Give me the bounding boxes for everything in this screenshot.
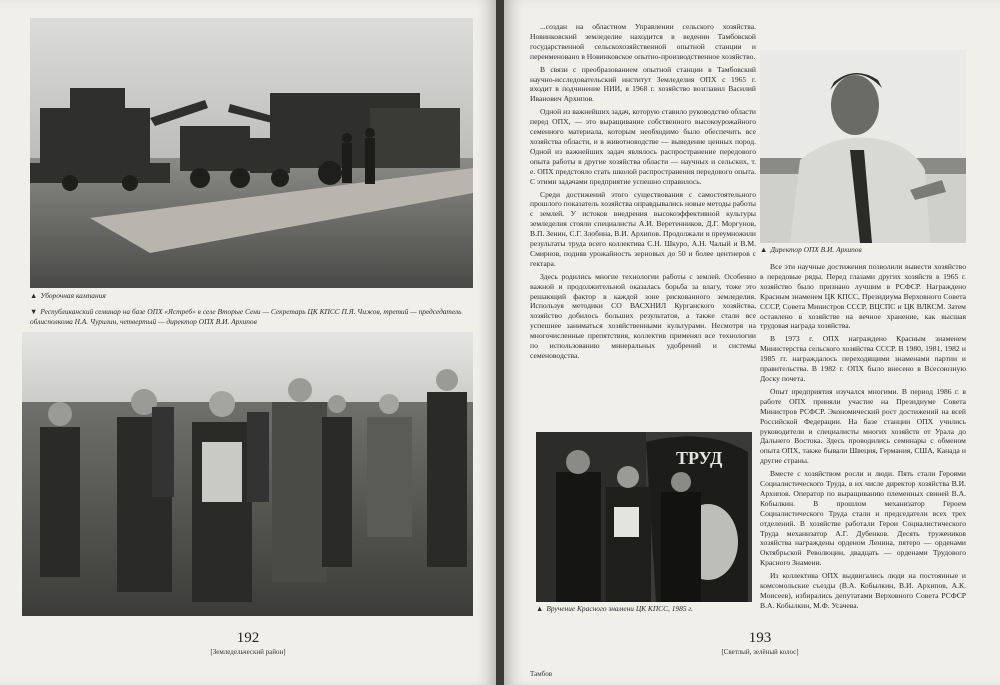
paragraph: Здесь родились многие технологии работы с землей. Особенно важной и продолжительной оказалась борьба за влагу, тоже это решающий фактор в каждой зоне рискованного земледелия. Используя методики СО ВАСХНИЛ Курганского хозяйства, хозяйство добилось больших результатов, а также стали все успешнее заниматься хозяйственными культурами. Несмотря на многочисленные препятствия, коллектив применял все технологии по использованию минеральных удобрений и системы семеноводства. xyxy=(530,271,756,360)
paragraph: В связи с преобразованием опытной станции в Тамбовский научно-исследовательский институт Земледелия ОПХ с 1965 г. входит в подчинение НИИ, в 1968 г. хозяйство возглавил Василий Иванович Архипов. xyxy=(530,64,756,104)
paragraph: Одной из важнейших задач, которую ставило руководство области перед ОПХ, — это выращивание собственного высокоурожайного семенного материала, которым необходимо было обеспечить все хозяйства области, и в животноводстве — выведение ценных пород. Одной из важнейших задач являлось распространение передового опыта работы в другие хозяйства области — научных и сельских, т. е. ОПХ предстояло стать школой распространения передового опыта. С этими задачами предприятие успешно справилось. xyxy=(530,107,756,186)
harvest-caption: ▲ Уборочная кампания xyxy=(30,291,106,300)
group-photo xyxy=(22,332,473,616)
director-photo xyxy=(760,50,966,243)
banner-photo xyxy=(536,432,752,602)
caption-mark: ▼ xyxy=(30,307,38,316)
caption-mark: ▲ xyxy=(536,604,544,613)
banner-text: ТРУД xyxy=(676,448,723,468)
paragraph: В 1973 г. ОПХ награждено Красным знаменем Министерства сельского хозяйства СССР. В 1980, 1981, 1982 и 1985 гг. награждалось переходящими знаменами партии и правительства. В 1982 г. ОПХ было внесено в Всесоюзную Доску почета. xyxy=(760,334,966,383)
right-page xyxy=(504,0,1000,685)
paragraph: Из коллектива ОПХ выдвигались люди на постоянные и комсомольские съезды (В.А. Кобылкин, В.И. Архипов, А.К. Моисеев), избирались депутатами Верховного Совета РСФСР В.А. Кобылкин, М.Ф. Усачева. xyxy=(760,571,966,610)
director-caption: ▲ Директор ОПХ В.И. Архипов xyxy=(760,245,862,254)
banner-caption: ▲ Вручение Красного знамени ЦК КПСС, 1985 г. xyxy=(536,604,693,613)
caption-mark: ▲ xyxy=(760,245,768,254)
left-page xyxy=(0,0,496,685)
paragraph: Опыт предприятия изучался многими. В период 1986 г. в работе ОПХ приняли участие на Президиуме Совета Министров РСФСР. Экономический рост достижений на всей Российской Федерации. На базе станции ОПХ учились руководители и специалисты многих хозяйств от Урала до Дальнего Востока. Здесь проводились семинары с обменом опыта ОПХ, также бывали Швеция, Германия, США, Канада и другие страны. xyxy=(760,386,966,466)
page-number-left: 192 xyxy=(236,630,260,646)
page-footer-right: [Светлый, зелёный колос] xyxy=(721,648,799,656)
paragraph: Все эти научные достижения позволили вывести хозяйство в передовые ряды. Перед глазами других хозяйств в 1965 г. хозяйство было признано лучшим в РСФСР. Награждено Красным знаменем ЦК КПСС, Президиума Верховного Совета СССР, Совета Министров СССР, ВЦСПС и ЦК ВЛКСМ. Затем оставлено в хозяйстве на вечное хранение, как высшая трудовая награда хозяйства. xyxy=(760,262,966,331)
paragraph: Вместе с хозяйством росли и люди. Пять стали Героями Социалистического Труда, в их числе директор хозяйства В.И. Архипов. Оператор по выращиванию племенных свиней В.А. Кобылкин. В прошлом механизатор Героем Социалистического Труда стали и председатели всех трех отделений. В хозяйстве работали Герои Социалистического Труда механизатор А.Г. Дубенков. Десять тружеников хозяйства награждены орденом Ленина, пятеро — орденами Октябрьской Революции, двадцать — орденами Трудового Красного Знамени. xyxy=(760,469,966,568)
paragraph: Среди достижений этого существования с самостоятельного прошлого показатель хозяйства оправдывались новые методы работы с землей. У истоков внедрения высокоэффективной культуры земледелия стояли специалисты А.И. Веретенников, Д.Г. Моргунов, В.П. Зенин, С.Г. Злобина, В.И. Архипов. Продолжали и преумножили результаты труда всего коллектива С.Н. Шкуро, А.Н. Чалый и В.М. Смирнов, подняв урожайность зерновых до 50 и более центнеров с гектара. xyxy=(530,189,756,268)
seminar-caption: ▼ Республиканский семинар на базе ОПХ «Ястреб» в селе Вторые Сени — Секретарь ЦК КПСС П.Я. Чижов, третий — председатель облисполкома Н.А. Чурилин, четвертый — директор ОПХ В.И. Архипов xyxy=(30,307,462,326)
corner-text: Тамбов xyxy=(530,670,553,678)
page-number-right: 193 xyxy=(748,630,772,646)
text-column-2 xyxy=(760,262,966,610)
caption-mark: ▲ xyxy=(30,291,38,300)
text-column-1 xyxy=(530,22,756,427)
page-footer-left: [Земледельческий район] xyxy=(210,648,286,656)
harvest-photo xyxy=(30,18,473,288)
paragraph: ...создан на областном Управлении сельского хозяйства. Новинковский земледелие находится в ведении Тамбовской государственной сельскохозяйственной опытной станции и переименовано в Новинковское опытно-производственное хозяйство. xyxy=(530,22,756,61)
